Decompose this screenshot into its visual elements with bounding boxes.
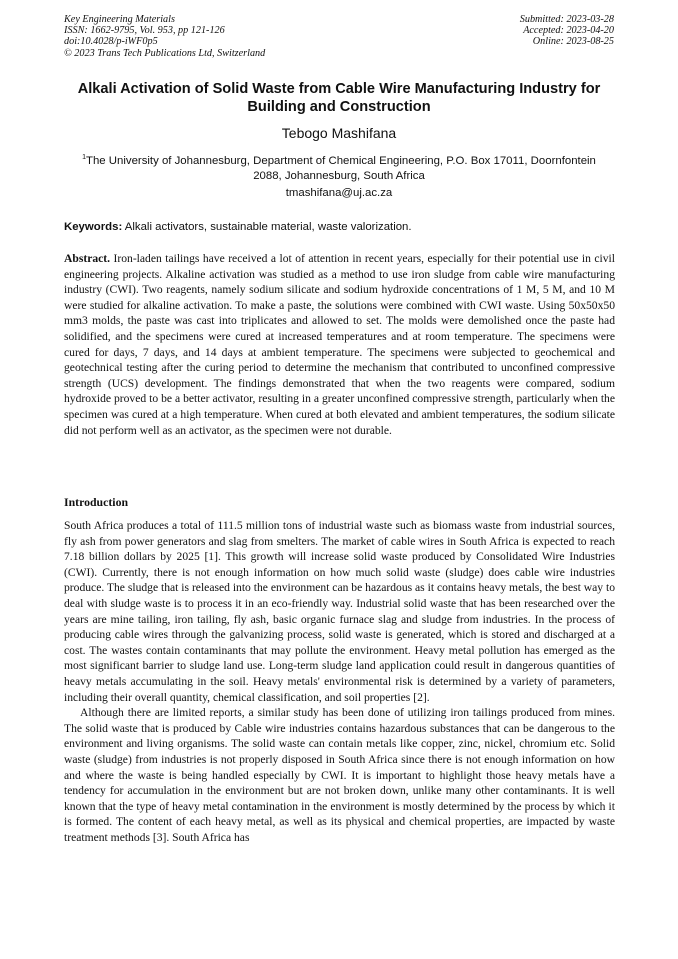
publication-dates [520,14,614,48]
keywords [64,220,616,235]
keywords-label: Keywords: [64,221,123,233]
introduction-body [64,518,615,845]
intro-paragraph: South Africa produces a total of 111.5 million tons of industrial waste such as biomass waste from industrial sources, fly ash from power generators and slag from smelters. The market of cable wires in South Africa is expected to reach 7.18 billion dollars by 2025 [1]. This growth will increase solid waste produced by Consolidated Wire Industries (CWI). Currently, there is not enough information on how much solid waste (sludge) does cable wire industries produce. The sludge that is released into the environment can be hazardous as it contains heavy metals, the best way to deal with sludge waste is to process it in an eco-friendly way. Industrial solid waste that has been researched over the years are mine tailing, iron tailing, fly ash, basic organic furnace slag and sludge from industries. In the process of producing cable wires through the galvanizing process, solid waste is generated, which is stored and discharged at a cost. The wastes contain contaminants that may pollute the environment. Heavy metal pollution has emerged as the most significant barrier to sludge land use. Long-term sludge land application could result in dangerous quantities of heavy metals accumulating in the soil. Heavy metals' environmental risk is determined by a variety of parameters, including their overall quantity, chemical classification, and soil properties [2]. [64,519,615,704]
affiliation [80,150,598,184]
introduction-heading: Introduction [64,495,129,509]
affiliation-text: The University of Johannesburg, Department of Chemical Engineering, P.O. Box 17011, Doornfontein 2088, Johannesburg, South Africa [85,154,596,182]
abstract-label: Abstract. [64,252,111,265]
paper-title: Alkali Activation of Solid Waste from Cable Wire Manufacturing Industry for Building and Construction [77,81,601,115]
accepted-date: Accepted: 2023-04-20 [523,25,614,37]
author-email: tmashifana@uj.ac.za [285,187,393,199]
author-name: Tebogo Mashifana [281,125,397,141]
journal-info [64,14,265,59]
journal-name: Key Engineering Materials [64,14,175,25]
keywords-text: Alkali activators, sustainable material, waste valorization. [122,221,412,233]
issn-line: ISSN: 1662-9795, Vol. 953, pp 121-126 [64,25,225,37]
abstract-text: Iron-laden tailings have received a lot of attention in recent years, especially for their potential use in civil engineering projects. Alkaline activation was studied as a method to use iron sludge from cable wire manufacturing industry (CWI). Two reagents, namely sodium silicate and sodium hydroxide concentrations of 1 M, 5 M, and 10 M were studied for alkaline activation. To make a paste, the solutions were combined with CWI waste. Using 50x50x50 mm3 molds, the paste was cast into triplicates and allowed to set. The molds were demolished once the paste had solidified, and the specimens were cured at increased temperatures and at room temperature. The specimens were cured for days, 7 days, and 14 days at ambient temperature. The specimens were subjected to geochemical and geotechnical testing after the curing period to determine the mechanism that contributed to unconfined compressive strength (UCS) development. The findings demonstrated that when the two reagents were compared, sodium hydroxide proved to be a better activator, resulting in a greater unconfined compressive strength, particularly when the specimen was cured at a high temperature. When cured at both elevated and ambient temperatures, the sodium silicate did not perform well as an activator, as the specimen were not durable. [64,252,615,437]
copyright-line: © 2023 Trans Tech Publications Ltd, Switzerland [64,47,266,59]
submitted-date: Submitted: 2023-03-28 [519,14,614,25]
doi-line: doi:10.4028/p-iWF0p5 [64,36,158,48]
affiliation-marker: 1 [82,154,86,161]
abstract [64,251,615,438]
intro-paragraph: Although there are limited reports, a similar study has been done of utilizing iron tailings produced from mines. The solid waste that is produced by Cable wire industries contains hazardous substances that can be dangerous to the environment and living organisms. The solid waste can contain metals like copper, zinc, nickel, chromium etc. Solid waste (sludge) from industries is not properly disposed in South Africa since there is not enough information on how and where the waste is being handled especially by CWI. It is important to highlight those heavy metals have a tendency for accumulation in the environment but are not broken down, unlike many other contaminants. It is well known that the type of heavy metal contamination in the environment is mostly determined by the process by which it is formed. The content of each heavy metal, as well as its physical and chemical properties, are impacted by waste treatment methods [3]. South Africa has [64,706,615,844]
online-date: Online: 2023-08-25 [532,36,614,48]
